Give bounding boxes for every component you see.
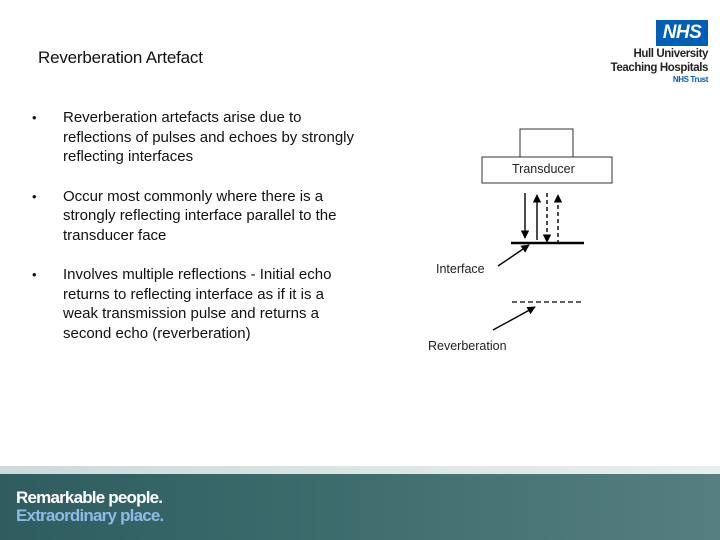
transducer-label: Transducer (512, 162, 575, 176)
bullet-dot: • (32, 110, 37, 125)
reverberation-pointer-arrow (493, 307, 535, 330)
logo-line-2: Teaching Hospitals (610, 62, 708, 74)
slogan-line-1: Remarkable people. (16, 488, 163, 507)
logo-line-1: Hull University (633, 48, 708, 60)
logo-line-3: NHS Trust (672, 75, 708, 84)
bullet-dot: • (32, 188, 37, 204)
interface-label: Interface (436, 262, 485, 276)
transducer-housing (520, 129, 573, 157)
interface-pointer-arrow (498, 245, 529, 266)
slide-title: Reverberation Artefact (38, 48, 203, 67)
nhs-badge: NHS (656, 20, 708, 46)
footer-accent-band (0, 466, 720, 474)
bullet-text: Involves multiple reflections - Initial echo returns to reflecting interface as if it is a weak transmission pulse and returns a second echo (reverberation) (63, 266, 332, 342)
footer-banner (0, 466, 720, 540)
slogan-line-2: Extraordinary place. (16, 506, 164, 525)
bullet-text: Occur most commonly where there is a strongly reflecting interface parallel to the transducer face (63, 187, 337, 244)
bullet-dot: • (32, 267, 37, 282)
reverberation-label: Reverberation (428, 339, 507, 353)
bullet-text: Reverberation artefacts arise due to reflections of pulses and echoes by strongly reflecting interfaces (63, 109, 354, 165)
